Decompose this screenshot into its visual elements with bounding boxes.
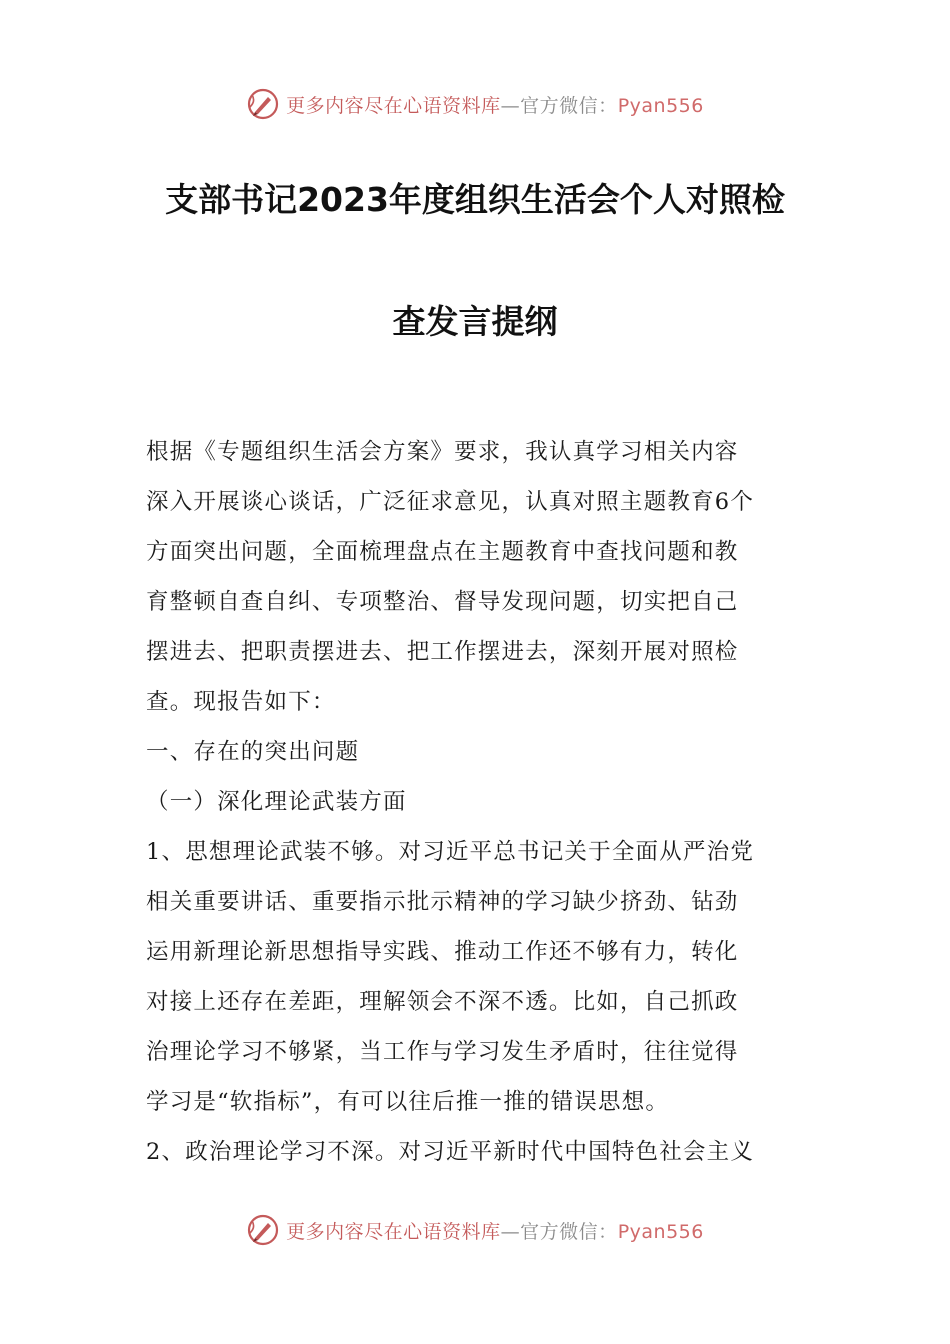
body-line: 对接上还存在差距，理解领会不深不透。比如，自己抓政 xyxy=(146,989,739,1015)
watermark-text xyxy=(286,91,704,118)
pen-logo-icon xyxy=(246,87,280,121)
pen-logo-icon xyxy=(246,1213,280,1247)
watermark-official: 官方微信： xyxy=(520,94,618,117)
watermark-dash: — xyxy=(500,94,521,117)
body-line: 1、思想理论武装不够。对习近平总书记关于全面从严治党 xyxy=(146,839,755,865)
body-line: 相关重要讲话、重要指示批示精神的学习缺少挤劲、钻劲 xyxy=(146,889,739,915)
watermark-brand: 更多内容尽在心语资料库 xyxy=(286,94,501,117)
watermark-id: Pyan556 xyxy=(617,94,704,117)
body-line: 育整顿自查自纠、专项整治、督导发现问题，切实把自己 xyxy=(146,589,739,615)
section-heading: 一、存在的突出问题 xyxy=(146,739,360,765)
body-line: 运用新理论新思想指导实践、推动工作还不够有力，转化 xyxy=(146,939,739,965)
body-line: 摆进去、把职责摆进去、把工作摆进去，深刻开展对照检 xyxy=(146,639,739,665)
body-line: 2、政治理论学习不深。对习近平新时代中国特色社会主义 xyxy=(146,1139,755,1165)
body-line: 学习是“软指标”，有可以往后推一推的错误思想。 xyxy=(146,1089,670,1115)
watermark-id: Pyan556 xyxy=(617,1220,704,1243)
header-watermark xyxy=(0,84,950,124)
document-body xyxy=(146,427,806,1177)
document-title-line-1: 支部书记2023年度组织生活会个人对照检 xyxy=(165,180,785,219)
body-line: 治理论学习不够紧，当工作与学习发生矛盾时，往往觉得 xyxy=(146,1039,739,1065)
body-line: 方面突出问题，全面梳理盘点在主题教育中查找问题和教 xyxy=(146,539,739,565)
document-title-line-2: 查发言提纲 xyxy=(392,302,558,341)
watermark-text xyxy=(286,1217,704,1244)
subsection-heading: （一）深化理论武装方面 xyxy=(146,789,407,815)
body-line: 深入开展谈心谈话，广泛征求意见，认真对照主题教育6个 xyxy=(146,489,755,515)
body-line: 查。现报告如下： xyxy=(146,689,336,715)
watermark-official: 官方微信： xyxy=(520,1220,618,1243)
footer-watermark xyxy=(0,1210,950,1250)
watermark-brand: 更多内容尽在心语资料库 xyxy=(286,1220,501,1243)
watermark-dash: — xyxy=(500,1220,521,1243)
body-line: 根据《专题组织生活会方案》要求，我认真学习相关内容 xyxy=(146,439,739,465)
